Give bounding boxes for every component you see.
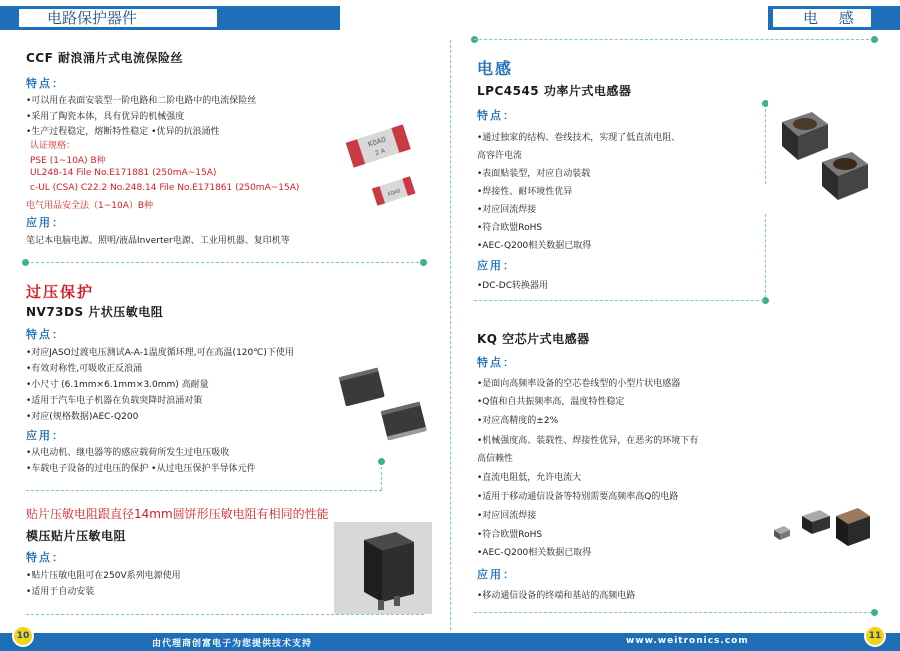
right-divider-top xyxy=(474,39,874,40)
ccf-cert-4: 电气用品安全法（1~10A）B种 xyxy=(26,201,154,211)
kq-feature-6: •直流电阻低，允许电流大 xyxy=(477,473,582,483)
kq-feature-3: •对应高精度的±2% xyxy=(477,416,559,426)
nv73ds-app-label: 应用： xyxy=(26,429,65,442)
ccf-cert-1: PSE (1~10A) B种 xyxy=(30,156,106,166)
ccf-cert-3: c-UL (CSA) C22.2 No.248.14 File No.E171861 (250mA~15A) xyxy=(30,183,300,193)
chip-mark-3: K0A0 xyxy=(387,188,402,198)
ccf-fuse-photo xyxy=(336,112,424,217)
header-title-right: 电 感 xyxy=(772,8,872,28)
square-varistor-photo xyxy=(334,522,432,614)
divider-dot xyxy=(871,609,878,616)
lpc4545-app: •DC-DC转换器用 xyxy=(477,281,548,291)
ccf-app-label: 应用： xyxy=(26,216,65,229)
ccf-app: 笔记本电脑电源、照明/液晶Inverter电源、工业用机器、复印机等 xyxy=(26,236,290,246)
left-divider-2 xyxy=(26,490,382,491)
footer-bar xyxy=(0,633,900,651)
divider-dot xyxy=(871,36,878,43)
lpc4545-feature-3: •表面贴装型，对应自动装载 xyxy=(477,169,591,179)
ccf-title: CCF 耐浪涌片式电流保险丝 xyxy=(26,51,183,65)
lpc4545-feature-5: •对应回流焊接 xyxy=(477,205,537,215)
page-number-left: 10 xyxy=(12,625,34,647)
footer-url[interactable]: www.weitronics.com xyxy=(626,636,749,646)
nv73ds-features-label: 特点： xyxy=(26,328,65,341)
lpc4545-title: LPC4545 功率片式电感器 xyxy=(477,84,632,98)
kq-feature-8: •对应回流焊接 xyxy=(477,511,537,521)
kq-feature-4: •机械强度高、装载性、焊接性优异，在恶劣的环境下有 xyxy=(477,436,699,446)
divider-dot xyxy=(22,259,29,266)
nv73ds-feature-1: •对应JASO过渡电压测试A-A-1温度循环理,可在高温(120℃)下使用 xyxy=(26,348,294,358)
square-features-label: 特点： xyxy=(26,551,65,564)
right-divider-bottom xyxy=(474,612,872,613)
lpc4545-feature-7: •AEC-Q200相关数据已取得 xyxy=(477,241,592,251)
kq-inductor-photo xyxy=(766,496,876,556)
kq-feature-1: •是面向高频率设备的空芯卷线型的小型片状电感器 xyxy=(477,379,681,389)
divider-dot xyxy=(378,458,385,465)
center-divider xyxy=(450,40,451,630)
lpc4545-feature-4: •焊接性、耐环境性优异 xyxy=(477,187,573,197)
square-varistor-headline: 贴片压敏电阻跟直径14mm圆饼形压敏电阻有相同的性能 xyxy=(26,507,329,521)
kq-feature-5: 高信赖性 xyxy=(477,454,514,464)
right-divider-mid xyxy=(474,300,764,301)
kq-feature-10: •AEC-Q200相关数据已取得 xyxy=(477,548,592,558)
footer-slogan: 由代理商创富电子为您提供技术支持 xyxy=(152,639,313,649)
nv73ds-app-1: •从电动机、继电器等的感应载荷所发生过电压吸收 xyxy=(26,448,230,458)
nv73ds-app-2: •车载电子设备的过电压的保护 •从过电压保护半导体元件 xyxy=(26,464,256,474)
square-varistor-title: 模压贴片压敏电阻 xyxy=(26,529,127,543)
lpc4545-features-label: 特点： xyxy=(477,109,516,122)
nv73ds-feature-3: •小尺寸 (6.1mm×6.1mm×3.0mm) 高耐量 xyxy=(26,380,209,390)
chip-mark-2: 2 A xyxy=(374,147,387,158)
kq-app-label: 应用： xyxy=(477,568,516,581)
lpc4545-feature-6: •符合欧盟RoHS xyxy=(477,223,543,233)
lpc4545-photo-connector xyxy=(765,104,766,184)
overvoltage-category: 过压保护 xyxy=(26,283,95,301)
ccf-feature-3: •生产过程稳定，熔断特性稳定 •优异的抗浪涌性 xyxy=(26,127,220,137)
lpc4545-inductor-photo xyxy=(768,100,876,212)
nv73ds-varistor-photo xyxy=(334,362,434,452)
ccf-cert-label: 认证规格： xyxy=(30,141,76,151)
nv73ds-feature-5: •对应(规格数据)AEC-Q200 xyxy=(26,412,139,422)
lpc4545-app-label: 应用： xyxy=(477,259,516,272)
ccf-cert-2: UL248-14 File No.E171881 (250mA~15A) xyxy=(30,168,217,178)
divider-dot xyxy=(420,259,427,266)
left-divider-3 xyxy=(26,614,424,615)
nv73ds-title: NV73DS 片状压敏电阻 xyxy=(26,305,164,319)
lpc4545-feature-2: 高容许电流 xyxy=(477,151,523,161)
square-feature-2: •适用于自动安装 xyxy=(26,587,95,597)
ccf-feature-2: •采用了陶瓷本体，具有优异的机械强度 xyxy=(26,112,185,122)
left-divider-2-connector xyxy=(381,462,382,490)
ccf-features-label: 特点： xyxy=(26,77,65,90)
chip-mark-1: K0A0 xyxy=(367,135,387,149)
nv73ds-feature-4: •适用于汽车电子机器在负载突降时浪涌对策 xyxy=(26,396,203,406)
ccf-feature-1: •可以用在表面安装型一阶电路和二阶电路中的电流保险丝 xyxy=(26,96,257,106)
left-divider-1 xyxy=(26,262,424,263)
kq-title: KQ 空芯片式电感器 xyxy=(477,332,590,346)
lpc4545-feature-1: •通过独家的结构、卷线技术，实现了低直流电阻、 xyxy=(477,133,681,143)
kq-feature-9: •符合欧盟RoHS xyxy=(477,530,543,540)
right-divider-mid-connector xyxy=(765,214,766,298)
header-title-left: 电路保护器件 xyxy=(18,8,218,28)
kq-feature-7: •适用于移动通信设备等特别需要高频率高Q的电路 xyxy=(477,492,679,502)
page-number-right: 11 xyxy=(864,625,886,647)
nv73ds-feature-2: •有效对称性,可吸收正反浪涌 xyxy=(26,364,143,374)
kq-app: •移动通信设备的终端和基站的高频电路 xyxy=(477,591,636,601)
square-feature-1: •贴片压敏电阻可在250V系列电源使用 xyxy=(26,571,181,581)
inductor-category: 电感 xyxy=(477,59,514,78)
kq-feature-2: •Q值和自共振频率高，温度特性稳定 xyxy=(477,397,625,407)
kq-features-label: 特点： xyxy=(477,356,516,369)
